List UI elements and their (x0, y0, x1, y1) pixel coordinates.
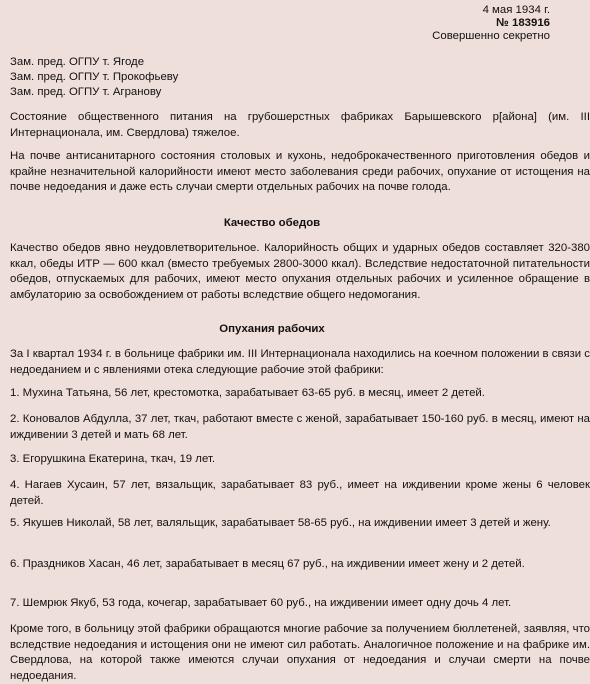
worker-list-item-7: 7. Шемрюк Якуб, 53 года, кочегар, зарабатывает 60 руб., на иждивении имеет одну дочь 4 лет. (10, 597, 512, 609)
addressee-2: Зам. пред. ОГПУ т. Прокофьеву (10, 71, 179, 83)
section-heading-swelling: Опухания рабочих (219, 323, 325, 335)
worker-list-item-2: 2. Коновалов Абдулла, 37 лет, ткач, работают вместе с женой, зарабатывает 150-160 руб. в месяц, имеют на иждивении 3 детей и мать 68 лет. (10, 413, 590, 441)
secrecy-stamp: Совершенно секретно (432, 30, 550, 42)
worker-list-item-6: 6. Праздников Хасан, 46 лет, зарабатывает в месяц 67 руб., на иждивении имеет жену и 2 детей. (10, 558, 525, 570)
addressee-1: Зам. пред. ОГПУ т. Ягоде (10, 56, 145, 68)
conditions-paragraph: На почве антисанитарного состояния столовых и кухонь, недоброкачественного приготовления обедов и крайне незначительной калорийности имеют место заболевания среди рабочих, опухание от истощения на почве недоедания и даже есть случаи смерти отдельных рабочих на почве голода. (10, 150, 590, 193)
section-heading-meal-quality: Качество обедов (223, 217, 321, 229)
swelling-paragraph: За I квартал 1934 г. в больнице фабрики им. III Интернационала находились на коечном положении в связи с недоеданием и с явлениями отека следующие рабочие этой фабрики: (10, 348, 590, 376)
addressee-3: Зам. пред. ОГПУ т. Агранову (10, 86, 162, 98)
worker-list-item-3: 3. Егорушкина Екатерина, ткач, 19 лет. (10, 453, 216, 465)
intro-paragraph: Состояние общественного питания на грубошерстных фабриках Барышевского р[айона] (им. III Интернационала, им. Свердлова) тяжелое. (10, 111, 590, 139)
document-date: 4 мая 1934 г. (482, 4, 550, 16)
worker-list-item-1: 1. Мухина Татьяна, 56 лет, крестомотка, зарабатывает 63-65 руб. в месяц, имеет 2 детей. (10, 387, 485, 399)
worker-list-item-4: 4. Нагаев Хусаин, 57 лет, вязальщик, зарабатывает 83 руб., имеет на иждивении кроме жены 6 человек детей. (10, 479, 590, 507)
meal-quality-paragraph: Качество обедов явно неудовлетворительное. Калорийность общих и ударных обедов составляет 320-380 ккал, обеды ИТР — 600 ккал (вместо требуемых 2800-3000 ккал). Вследствие недостаточной питательности обедов, отпускаемых для рабочих, имеют место опухания отдельных рабочих и усиленное обращение в амбулаторию за освобождением от работы вследствие общего недомогания. (10, 242, 590, 301)
worker-list-item-5: 5. Якушев Николай, 58 лет, валяльщик, зарабатывает 58-65 руб., на иждивении имеет 3 детей и жену. (10, 517, 551, 529)
document-number: № 183916 (496, 17, 550, 29)
closing-paragraph: Кроме того, в больницу этой фабрики обращаются многие рабочие за получением бюллетеней, заявляя, что вследствие недоедания и истощения они не имеют сил работать. Аналогичное положение и на фабрике им. Свердлова, на которой также имеются случаи опухания от недоедания и случаи смерти на почве недоедания. (10, 623, 590, 682)
